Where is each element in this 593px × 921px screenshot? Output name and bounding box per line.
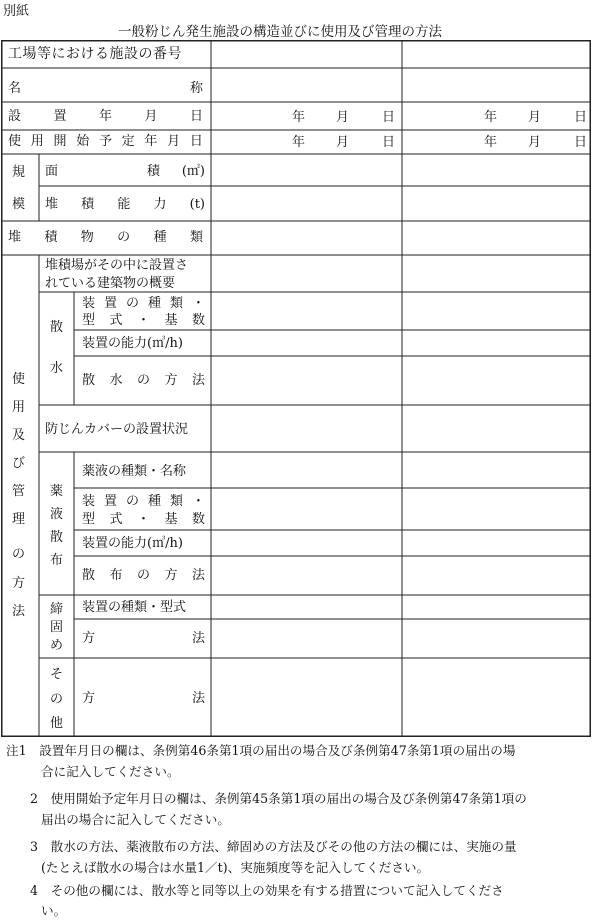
capacity-label: 堆 積 能 力 (t) xyxy=(45,197,205,212)
note-3-line1: 3 散水の方法、薬液散布の方法、締固めの方法及びその他の方法の欄には、実施の量 xyxy=(30,839,517,854)
note-3-line2: (たとえば散水の場合は水量1／t)、実施頻度等を記入してください。 xyxy=(41,860,430,875)
scale-group-char-1: 規 xyxy=(12,165,26,180)
chemical-group-char-3: 散 xyxy=(50,530,64,545)
cover-label: 防じんカバーの設置状況 xyxy=(45,422,189,437)
scale-group-char-2: 模 xyxy=(12,197,26,212)
start-date-month-1: 月 xyxy=(336,135,350,150)
install-date-label: 設 置 年 月 日 xyxy=(8,109,203,124)
install-date-month-2: 月 xyxy=(528,110,542,125)
chemical-kind-label: 薬液の種類・名称 xyxy=(82,464,187,479)
note-1-line1: 注1 設置年月日の欄は、条例第46条第1項の届出の場合及び条例第47条第1項の届出の場 xyxy=(6,743,516,758)
chemical-device-type-line1: 装 置 の 種 類 ・ xyxy=(82,494,205,509)
start-date-day-1: 日 xyxy=(382,135,396,150)
name-label: 名 称 xyxy=(8,81,203,96)
other-group-char-2: の xyxy=(50,692,64,707)
start-date-year-1: 年 xyxy=(292,135,306,150)
start-date-year-2: 年 xyxy=(484,135,498,150)
spray-group-char-1: 散 xyxy=(50,320,64,335)
building-label-line1: 堆積場がその中に設置さ xyxy=(45,258,189,273)
start-date-month-2: 月 xyxy=(528,135,542,150)
usage-group-char-3: 及 xyxy=(12,428,26,443)
chemical-method-label: 散 布 の 方 法 xyxy=(82,568,205,583)
start-date-day-2: 日 xyxy=(574,135,588,150)
install-date-month-1: 月 xyxy=(336,110,350,125)
usage-group-char-7: の xyxy=(12,547,26,562)
usage-group-char-2: 用 xyxy=(12,400,26,415)
install-date-year-2: 年 xyxy=(484,110,498,125)
usage-group-char-1: 使 xyxy=(12,372,26,387)
attachment-label: 別紙 xyxy=(3,4,30,19)
other-group-char-1: そ xyxy=(50,667,64,682)
building-label-line2: れている建築物の概要 xyxy=(45,276,176,291)
note-1-line2: 合に記入してください。 xyxy=(41,764,180,779)
usage-group-char-6: 理 xyxy=(12,512,26,527)
note-4-line2: い。 xyxy=(41,903,67,918)
spray-group-char-2: 水 xyxy=(50,361,64,376)
chemical-group-char-1: 薬 xyxy=(50,484,64,499)
chemical-group-char-2: 液 xyxy=(50,507,64,522)
material-type-label: 堆 積 物 の 種 類 xyxy=(8,230,203,245)
usage-group-char-9: 法 xyxy=(12,604,26,619)
page-title: 一般粉じん発生施設の構造並びに使用及び管理の方法 xyxy=(118,24,442,40)
compaction-group-char-2: 固 xyxy=(50,620,64,635)
install-date-day-1: 日 xyxy=(382,110,396,125)
note-4-line1: 4 その他の欄には、散水等と同等以上の効果を有する措置について記入してくださ xyxy=(30,883,504,898)
compaction-group-char-1: 締 xyxy=(50,602,64,617)
note-2-line2: 届出の場合に記入してください。 xyxy=(41,812,230,827)
spray-method-label: 散 水 の 方 法 xyxy=(82,373,205,388)
compaction-group-char-3: め xyxy=(50,638,64,653)
compaction-device-label: 装置の種類・型式 xyxy=(82,600,187,615)
other-method-label: 方 法 xyxy=(82,691,205,706)
note-2-line1: 2 使用開始予定年月日の欄は、条例第45条第1項の届出の場合及び条例第47条第1項の xyxy=(30,791,527,806)
usage-group-char-4: び xyxy=(12,456,26,471)
chemical-capacity-label: 装置の能力(㎥/h) xyxy=(82,536,183,551)
spray-capacity-label: 装置の能力(㎥/h) xyxy=(82,336,183,351)
usage-group-char-8: 方 xyxy=(12,576,26,591)
spray-device-type-line2: 型 式 ・ 基 数 xyxy=(82,313,205,328)
chemical-device-type-line2: 型 式 ・ 基 数 xyxy=(82,512,205,527)
install-date-year-1: 年 xyxy=(292,110,306,125)
start-date-label: 使 用 開 始 予 定 年 月 日 xyxy=(8,134,203,149)
other-group-char-3: 他 xyxy=(50,716,64,731)
spray-device-type-line1: 装 置 の 種 類 ・ xyxy=(82,296,205,311)
area-label: 面 積 (㎡) xyxy=(45,164,205,179)
compaction-method-label: 方 法 xyxy=(82,631,205,646)
chemical-group-char-4: 布 xyxy=(50,553,64,568)
install-date-day-2: 日 xyxy=(574,110,588,125)
usage-group-char-5: 管 xyxy=(12,484,26,499)
facility-number-label: 工場等における施設の番号 xyxy=(8,46,182,62)
